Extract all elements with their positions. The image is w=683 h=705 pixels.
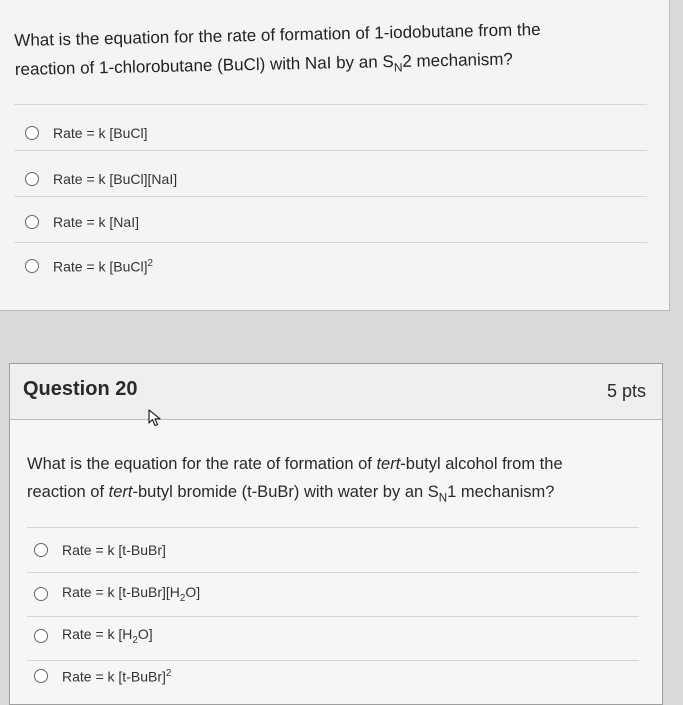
question-title: Question 20 <box>23 378 138 400</box>
radio-button[interactable] <box>25 172 39 186</box>
divider <box>14 104 647 105</box>
answer-option-4[interactable]: Rate = k [BuCl]$^2$ <box>25 258 153 275</box>
previous-question-prompt: What is the equation for the rate of formation of 1-iodobutane from the reaction of 1-chlorobutane (BuCl) with NaI by an $S_N2$ mechanism? <box>14 19 541 79</box>
question-points: 5 pts <box>606 381 646 401</box>
mouse-cursor-icon <box>148 409 162 427</box>
divider <box>14 242 647 243</box>
answer-option-3[interactable]: Rate = k [NaI] <box>25 214 139 230</box>
divider <box>27 660 639 661</box>
radio-button[interactable] <box>34 543 48 557</box>
answer-option-2[interactable]: Rate = k $[t-BuBr][H_2O]$ <box>34 584 200 604</box>
radio-button[interactable] <box>34 587 48 601</box>
previous-question-card <box>0 0 670 311</box>
question-header <box>10 364 662 420</box>
radio-button[interactable] <box>25 126 39 140</box>
answer-option-1[interactable]: Rate = k [t-BuBr] <box>34 542 166 558</box>
divider <box>14 150 647 151</box>
radio-button[interactable] <box>25 215 39 229</box>
question-card <box>9 363 663 705</box>
question-prompt: What is the equation for the rate of formation of tert-butyl alcohol from the reaction of tert-butyl bromide (t-BuBr) with water by an $S_N1$ mechanism? <box>27 455 563 505</box>
divider <box>27 527 639 528</box>
answer-option-1[interactable]: Rate = k [BuCl] <box>25 125 148 141</box>
divider <box>27 616 639 617</box>
answer-option-4[interactable]: Rate = k [t-BuBr]$^2$ <box>34 668 171 685</box>
radio-button[interactable] <box>34 669 48 683</box>
answer-option-2[interactable]: Rate = k [BuCl][NaI] <box>25 171 177 187</box>
radio-button[interactable] <box>34 629 48 643</box>
divider <box>27 572 639 573</box>
divider <box>14 196 647 197</box>
radio-button[interactable] <box>25 259 39 273</box>
answer-option-3[interactable]: Rate = k $[H_2O]$ <box>34 626 153 646</box>
